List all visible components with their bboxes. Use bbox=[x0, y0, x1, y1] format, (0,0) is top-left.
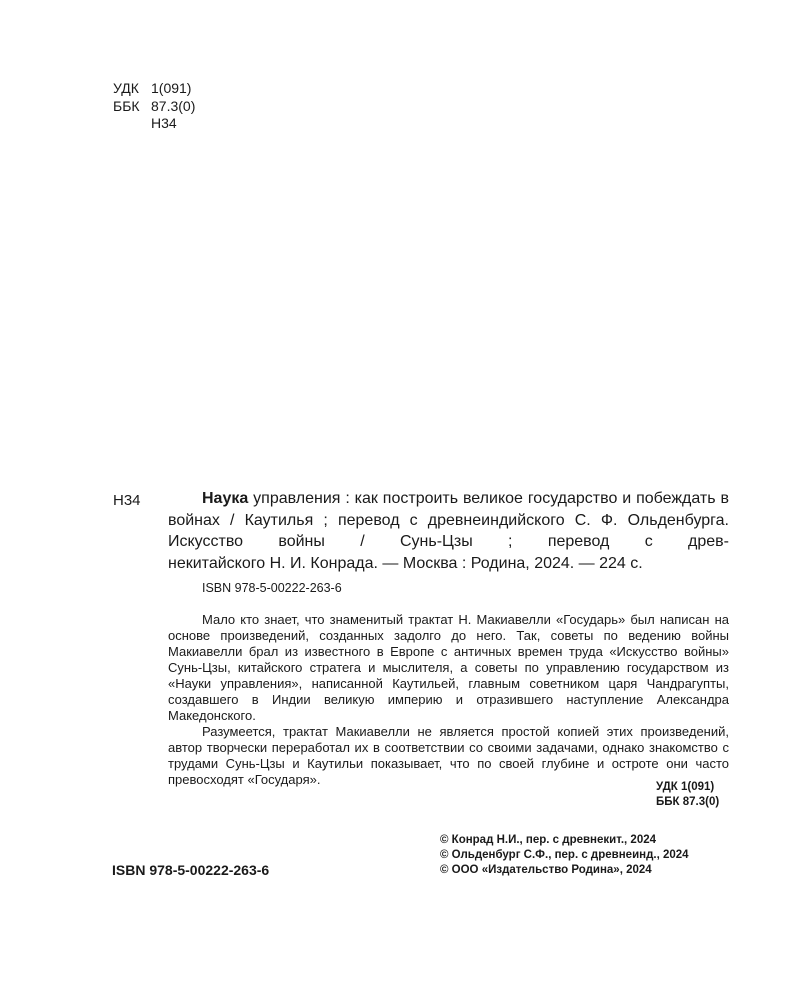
copyright-line: © Конрад Н.И., пер. с древнекит., 2024 bbox=[440, 834, 657, 846]
classification-block bbox=[113, 80, 195, 133]
record-isbn: ISBN 978-5-00222-263-6 bbox=[202, 581, 342, 595]
record-title bbox=[168, 488, 729, 574]
copyright-line: © Ольденбург С.Ф., пер. с древнеинд., 2024 bbox=[440, 849, 689, 861]
bbk-small: ББК 87.3(0) bbox=[656, 796, 720, 808]
udk-small: УДК 1(091) bbox=[656, 781, 715, 793]
title-tail: некитайского Н. И. Конрада. — Москва : Родина, 2024. — 224 с. bbox=[168, 554, 643, 572]
bibliographic-record bbox=[168, 488, 729, 788]
title-bold: Наука bbox=[202, 490, 249, 507]
udk-key: УДК bbox=[113, 80, 139, 96]
abstract-paragraph-2: Разумеется, трактат Макиавелли не является простой копией этих произведений, автор творчески переработал их в соответствии со своими задачами, однако знакомство с трудами Сунь-Цзы и Каутильи показывает, что по своей глубине и остроте они часто превосходят «Государя». bbox=[168, 724, 729, 787]
bbk-value: 87.3(0) bbox=[151, 97, 196, 114]
bbk-key: ББК bbox=[113, 97, 140, 114]
classification-small bbox=[656, 780, 719, 810]
author-mark-top: Н34 bbox=[151, 115, 177, 131]
abstract bbox=[168, 612, 729, 788]
bottom-isbn: ISBN 978-5-00222-263-6 bbox=[112, 862, 270, 878]
udk-value: 1(091) bbox=[151, 80, 192, 96]
udk-row bbox=[113, 80, 195, 98]
abstract-paragraph-1: Мало кто знает, что знаменитый трактат Н. Макиавелли «Государь» был написан на основе произведений, созданных задолго до него. Так, советы по ведению войны Макиавелли брал из известного в Европе с античных времен труда «Искусство войны» Сунь-Цзы, китайского стратега и мыслителя, а советы по управлению государством из «Науки управления», написанной Каутильей, главным советником царя Чандрагупты, создавшего в Индии великую империю и отразившего наступление Александра Македонского. bbox=[168, 612, 729, 723]
copyright-block bbox=[440, 833, 689, 878]
author-mark-side: Н34 bbox=[113, 492, 141, 509]
title-rest: управления : как построить великое государство и побеждать в войнах / Каутилья ; перевод с древнеиндийского С. Ф. Ольденбурга. Искусство войны / Сунь-Цзы ; перевод с древ- bbox=[168, 490, 729, 550]
bbk-row bbox=[113, 98, 195, 116]
copyright-line: © ООО «Издательство Родина», 2024 bbox=[440, 864, 652, 876]
